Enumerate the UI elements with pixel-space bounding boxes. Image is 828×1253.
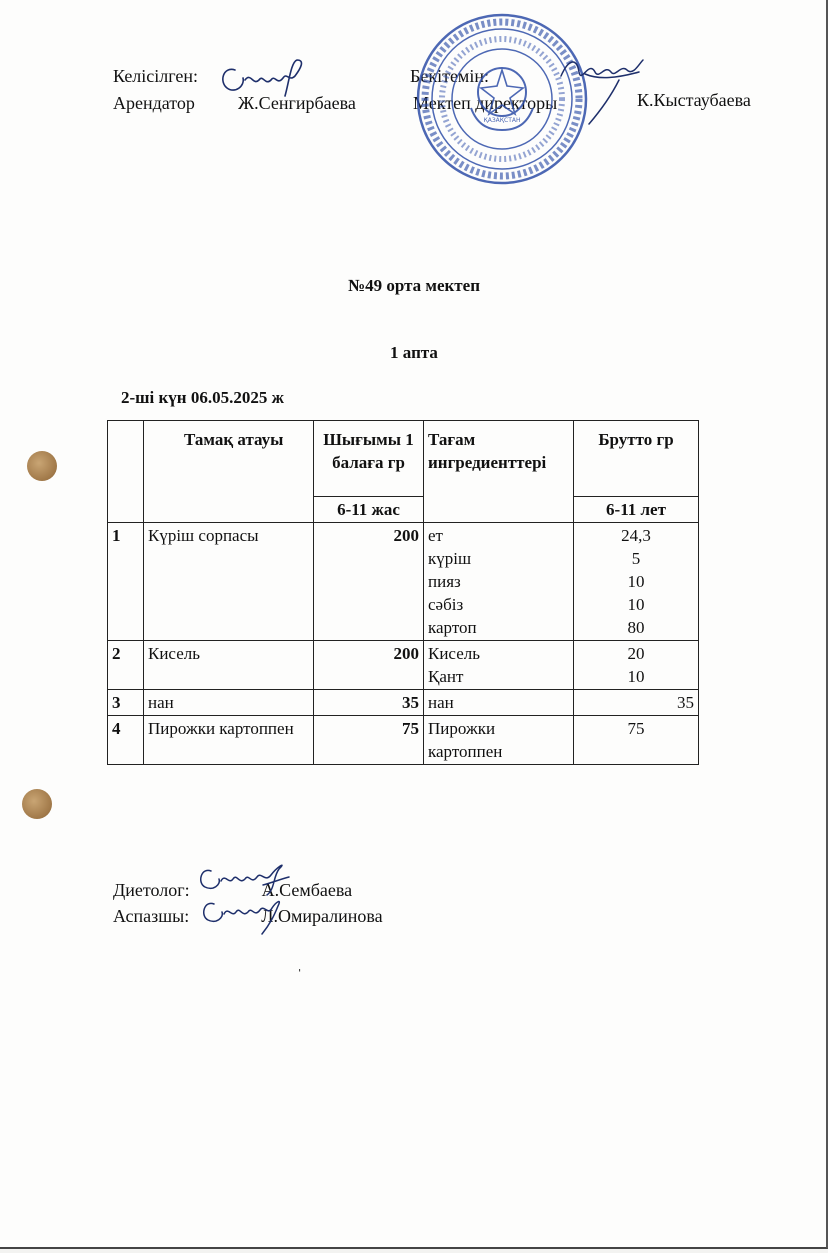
row-ingredients xyxy=(424,641,574,690)
row-number: 3 xyxy=(108,690,144,716)
gross-value: 10 xyxy=(627,667,645,686)
row-number: 2 xyxy=(108,641,144,690)
ingredient-item: Кисель xyxy=(428,644,480,663)
ingredient-item: пияз xyxy=(428,572,461,591)
cook-signature xyxy=(198,890,293,940)
ingredient-item: Қант xyxy=(428,667,464,686)
row-ingredients xyxy=(424,523,574,641)
row-dish: нан xyxy=(144,690,314,716)
row-output: 200 xyxy=(314,523,424,641)
row-ingredients: Пирожки картоппен xyxy=(424,716,574,765)
gross-value: 80 xyxy=(627,618,645,637)
gross-value: 10 xyxy=(627,572,645,591)
row-gross xyxy=(574,641,699,690)
row-gross: 35 xyxy=(574,690,699,716)
week-label: 1 апта xyxy=(390,343,438,362)
header-age-ru: 6-11 лет xyxy=(574,497,699,523)
row-ingredients: нан xyxy=(424,690,574,716)
row-output: 35 xyxy=(314,690,424,716)
table-row xyxy=(108,523,699,641)
tenant-signature xyxy=(215,52,310,102)
cook-label: Аспазшы: xyxy=(113,906,190,926)
punch-hole xyxy=(27,451,57,481)
punch-hole xyxy=(22,789,52,819)
director-signature xyxy=(555,50,650,130)
ink-mark: ˌ xyxy=(297,955,303,972)
row-output: 75 xyxy=(314,716,424,765)
approved-label: Бекітемін: xyxy=(410,66,489,86)
row-output: 200 xyxy=(314,641,424,690)
row-dish: Күріш сорпасы xyxy=(144,523,314,641)
cook-name: Л.Омиралинова xyxy=(261,906,383,926)
stamp-center-text: ҚАЗАҚСТАН xyxy=(483,117,521,124)
tenant-label: Арендатор xyxy=(113,93,195,113)
table-row xyxy=(108,641,699,690)
header-dish-name: Тамақ атауы xyxy=(144,421,314,523)
table-header-row xyxy=(108,421,699,497)
agreed-label: Келісілген: xyxy=(113,66,199,86)
row-gross: 75 xyxy=(574,716,699,765)
row-gross xyxy=(574,523,699,641)
row-number: 1 xyxy=(108,523,144,641)
table-row xyxy=(108,716,699,765)
gross-value: 10 xyxy=(627,595,645,614)
gross-value: 5 xyxy=(631,549,641,568)
header-output: Шығымы 1 балаға гр xyxy=(314,421,424,497)
row-number: 4 xyxy=(108,716,144,765)
director-name: К.Кыстаубаева xyxy=(637,90,751,110)
dietitian-label: Диетолог: xyxy=(113,880,190,900)
document-title: №49 орта мектеп xyxy=(348,276,480,295)
gross-value: 24,3 xyxy=(621,526,651,545)
ingredient-item: күріш xyxy=(428,549,472,568)
menu-table xyxy=(107,420,699,765)
dietitian-name: А.Сембаева xyxy=(261,880,353,900)
tenant-name: Ж.Сенгирбаева xyxy=(238,93,356,113)
row-dish: Пирожки картоппен xyxy=(144,716,314,765)
day-label: 2-ші күн 06.05.2025 ж xyxy=(121,388,284,407)
header-age-kz: 6-11 жас xyxy=(314,497,424,523)
gross-value: 20 xyxy=(627,644,645,663)
ingredient-item: картоп xyxy=(428,618,477,637)
ingredient-item: ет xyxy=(428,526,443,545)
header-number-cell xyxy=(108,421,144,523)
ingredient-item: сәбіз xyxy=(428,595,464,614)
table-row xyxy=(108,690,699,716)
header-gross: Брутто гр xyxy=(574,421,699,497)
row-dish: Кисель xyxy=(144,641,314,690)
header-ingredients: Тағам ингредиенттері xyxy=(424,421,574,523)
director-label: Мектеп директоры xyxy=(413,93,558,113)
